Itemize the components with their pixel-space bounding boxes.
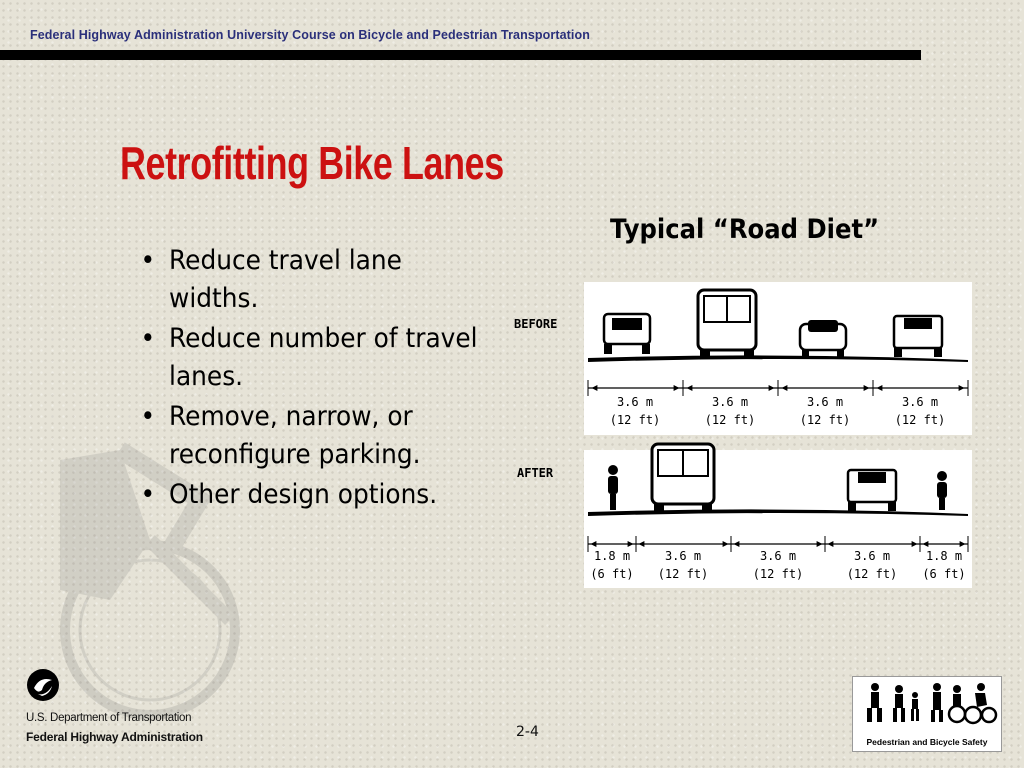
lane-width-metric: 3.6 m	[616, 395, 654, 409]
bus-icon	[698, 290, 756, 358]
lane-width-metric: 3.6 m	[853, 549, 891, 563]
bullet-item: • Other design options.	[135, 476, 485, 514]
bullet-item: • Reduce number of travel lanes.	[135, 320, 485, 396]
lane-width-imperial: (12 ft)	[609, 413, 661, 427]
lane-width-imperial: (12 ft)	[799, 413, 851, 427]
bullet-list	[135, 242, 515, 516]
slide-title: Retrofitting Bike Lanes	[120, 137, 504, 189]
agency-name: Federal Highway Administration	[26, 730, 203, 744]
dot-seal-icon	[26, 668, 60, 702]
safety-logo-caption: Pedestrian and Bicycle Safety	[866, 737, 988, 747]
after-label: AFTER	[517, 466, 554, 480]
lane-width-imperial: (6 ft)	[922, 567, 966, 581]
lane-width-imperial: (12 ft)	[894, 413, 946, 427]
lane-width-imperial: (12 ft)	[846, 567, 898, 581]
bus-icon	[652, 444, 714, 512]
before-label: BEFORE	[514, 317, 558, 331]
department-name: U.S. Department of Transportation	[26, 712, 192, 724]
pedestrian-bicycle-icon	[853, 677, 999, 729]
lane-width-metric: 1.8 m	[925, 549, 963, 563]
lane-width-imperial: (12 ft)	[752, 567, 804, 581]
lane-width-metric: 3.6 m	[759, 549, 797, 563]
lane-width-imperial: (12 ft)	[657, 567, 709, 581]
lane-width-metric: 3.6 m	[806, 395, 844, 409]
road-diet-diagram	[512, 280, 974, 590]
ped-bike-safety-logo	[852, 676, 1002, 752]
lane-width-imperial: (6 ft)	[590, 567, 634, 581]
bullet-item: • Reduce travel lane widths.	[135, 242, 485, 318]
course-header: Federal Highway Administration University Course on Bicycle and Pedestrian Transportation	[30, 28, 590, 42]
diagram-title: Typical “Road Diet”	[610, 214, 880, 245]
lane-width-metric: 3.6 m	[901, 395, 939, 409]
lane-width-metric: 3.6 m	[664, 549, 702, 563]
lane-width-metric: 3.6 m	[711, 395, 749, 409]
bullet-item: • Remove, narrow, or reconfigure parking.	[135, 398, 485, 474]
lane-width-metric: 1.8 m	[593, 549, 631, 563]
header-divider	[0, 50, 921, 60]
page-number: 2-4	[516, 724, 539, 740]
lane-width-imperial: (12 ft)	[704, 413, 756, 427]
